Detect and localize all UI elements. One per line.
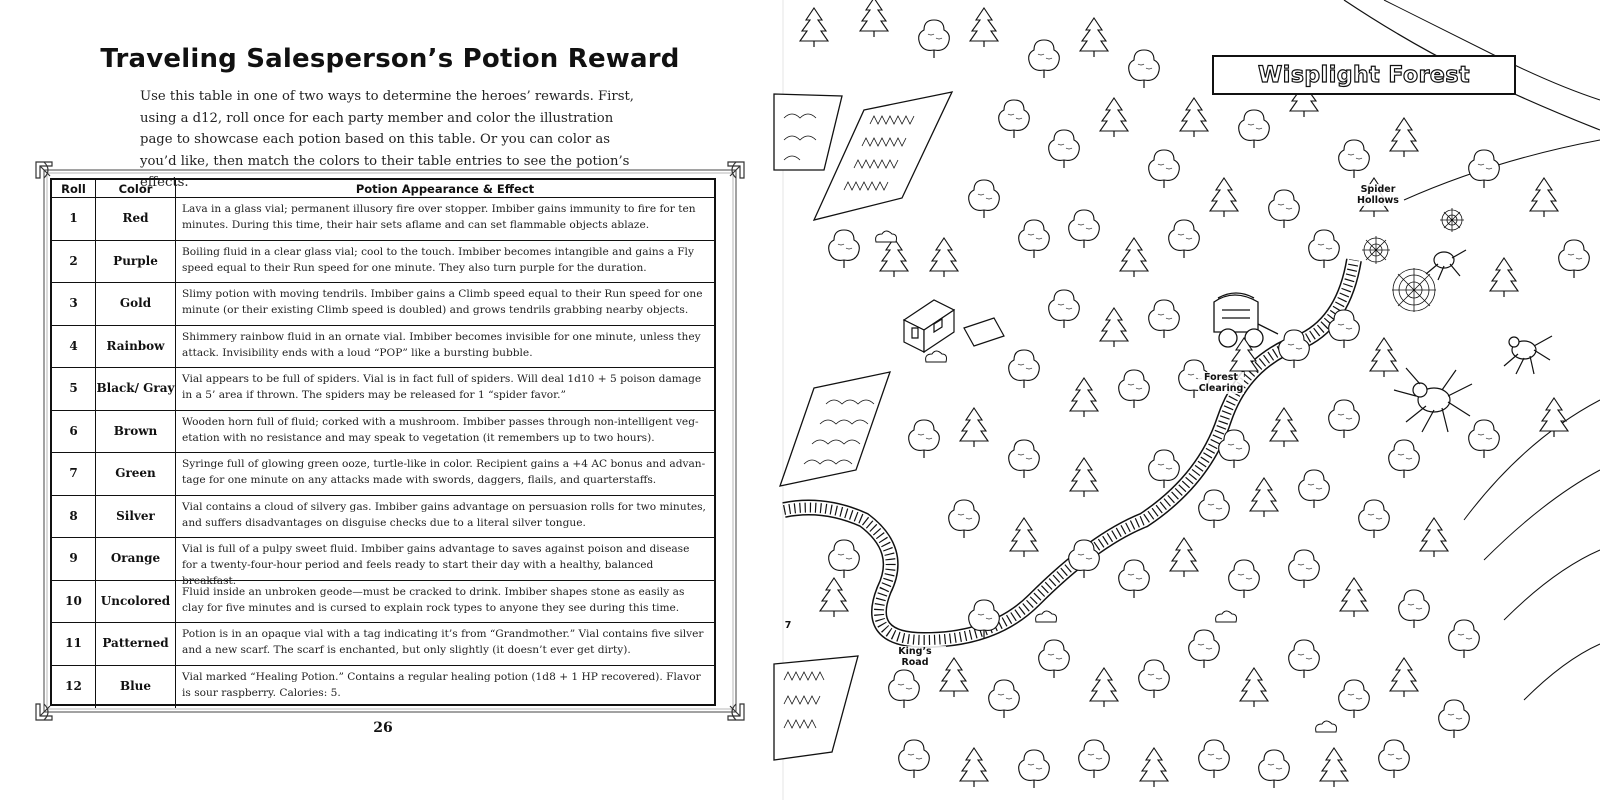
row-effect: Vial marked “Healing Potion.” Contains a regular healing potion (1d8 + 1 HP recovered). Flavor is sour raspberry. Calories: 5. [182, 670, 701, 699]
row-roll: 9 [52, 538, 96, 580]
row-color: Silver [96, 496, 176, 538]
row-color: Blue [96, 666, 176, 709]
table-row [52, 538, 714, 587]
row-color: Black/ Gray [96, 368, 176, 410]
row-effect: Fluid inside an unbroken geode—must be cracked to drink. Imbiber shapes stone as easily as clay for five minutes and is cursed to explain rock types to anyone they see during this time. [182, 585, 685, 614]
page-number: 26 [373, 720, 393, 736]
row-roll: 10 [52, 581, 96, 623]
table-row [52, 326, 714, 369]
row-color: Brown [96, 411, 176, 453]
row-effect: Vial contains a cloud of silvery gas. Imbiber gains advantage on persuasion rolls for two minutes, and suffers disadvantages on disguise checks due to a literal silver tongue. [182, 500, 706, 529]
row-color: Orange [96, 538, 176, 580]
row-effect: Wooden horn full of fluid; corked with a mushroom. Imbiber passes through non-intelligent veg-etation with no resistance and may speak to vegetation (it remembers up to two hours). [182, 415, 699, 444]
row-effect: Shimmery rainbow fluid in an ornate vial. Imbiber becomes invisible for one minute, unless they attack. Invisibility ends with a loud “POP” like a bursting bubble. [182, 330, 701, 359]
row-color: Purple [96, 241, 176, 283]
page-title: Traveling Salesperson’s Potion Reward [100, 44, 680, 74]
row-color: Red [96, 198, 176, 240]
table-row [52, 453, 714, 496]
table-row [52, 496, 714, 539]
row-color: Gold [96, 283, 176, 325]
table-row [52, 198, 714, 241]
row-roll: 6 [52, 411, 96, 453]
row-effect: Lava in a glass vial; permanent illusory fire over stopper. Imbiber gains immunity to fire for ten minutes. During this time, their hair sets aflame and can set flammable objects ablaze. [182, 203, 696, 231]
row-roll: 12 [52, 666, 96, 709]
row-roll: 11 [52, 623, 96, 665]
row-effect: Syringe full of glowing green ooze, turtle-like in color. Recipient gains a +4 AC bonus and advan-tage for one minute on any attacks made with swords, daggers, flails, and quarterstaffs. [182, 458, 706, 486]
map-title: Wisplight Forest [1258, 62, 1470, 88]
row-roll: 5 [52, 368, 96, 410]
right-page-map [784, 0, 1600, 800]
left-page [0, 0, 782, 800]
row-effect: Boiling fluid in a clear glass vial; cool to the touch. Imbiber becomes intangible and gains a Fly speed equal to their Run speed for one minute. They also turn purple for the duration. [182, 245, 694, 274]
intro-paragraph: Use this table in one of two ways to determine the heroes’ rewards. First, using a d12, roll once for each party member and color the illustration page to showcase each potion based on this table. Or you can color as you’d like, then match the colors to their table entries to see the potion’s effects. [140, 89, 634, 190]
row-roll: 4 [52, 326, 96, 368]
label-kings-road: King’s Road [884, 646, 946, 668]
header-roll: Roll [52, 180, 96, 197]
row-effect: Potion is in an opaque vial with a tag indicating it’s from “Grandmother.” Vial contains five silver and a new scarf. The scarf is enchanted, but only slightly (it doesn’t ever get dirty). [182, 628, 704, 656]
label-spider-hollows: Spider Hollows [1354, 184, 1402, 206]
table-row [52, 241, 714, 284]
row-effect: Vial is full of a pulpy sweet fluid. Imbiber gains advantage to saves against poison and disease for a twenty-four-hour period and feels ready to start their day with a healthy, balanced breakfast. [182, 543, 690, 587]
row-effect: Vial appears to be full of spiders. Vial is in fact full of spiders. Will deal 1d10 + 5 poison damage in a 5’ area if thrown. The spiders may be released for 1 “spider favor.” [182, 373, 702, 401]
row-color: Patterned [96, 623, 176, 665]
row-roll: 7 [52, 453, 96, 495]
label-forest-clearing: Forest Clearing [1198, 372, 1244, 394]
page-edge-number: 7 [784, 620, 792, 631]
table-header-row [52, 180, 714, 198]
table-row [52, 368, 714, 411]
forest-map-illustration [784, 0, 1600, 800]
table-row [52, 666, 714, 709]
table-row [52, 283, 714, 326]
row-color: Rainbow [96, 326, 176, 368]
map-title-banner [1212, 55, 1516, 95]
row-roll: 1 [52, 198, 96, 240]
table-row [52, 623, 714, 666]
row-color: Uncolored [96, 581, 176, 623]
row-roll: 8 [52, 496, 96, 538]
header-color: Color [96, 180, 176, 197]
potion-table [50, 178, 716, 706]
row-roll: 2 [52, 241, 96, 283]
row-color: Green [96, 453, 176, 495]
row-effect: Slimy potion with moving tendrils. Imbiber gains a Climb speed equal to their Run speed for one minute (or their existing Climb speed is doubled) and grows tendrils grabbing nearby objects. [182, 288, 703, 316]
table-row [52, 411, 714, 454]
row-roll: 3 [52, 283, 96, 325]
table-row [52, 581, 714, 624]
header-effect: Potion Appearance & Effect [355, 181, 535, 196]
